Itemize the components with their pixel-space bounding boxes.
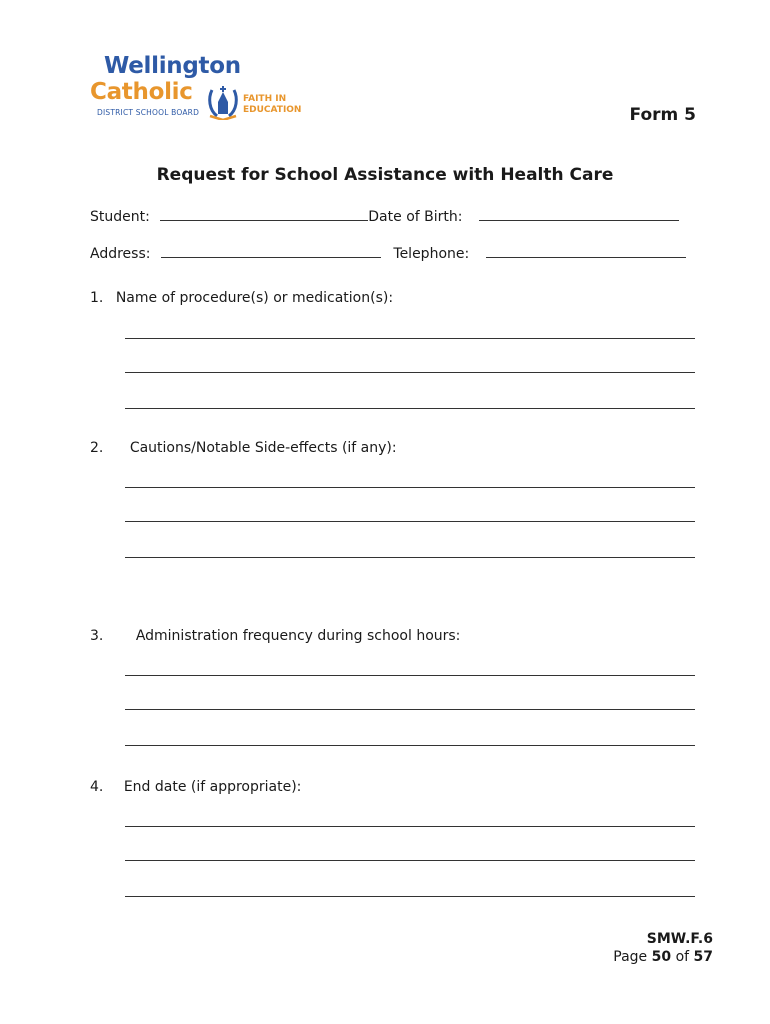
page-indicator	[613, 948, 713, 966]
student-label: Student:	[90, 209, 150, 225]
student-field[interactable]	[160, 206, 368, 221]
answer-line[interactable]	[125, 372, 695, 373]
church-emblem-icon	[206, 84, 240, 120]
question-text: End date (if appropriate):	[123, 779, 302, 795]
question-number: 4.	[90, 779, 104, 795]
answer-line[interactable]	[125, 675, 695, 676]
answer-line[interactable]	[125, 896, 695, 897]
form-number: Form 5	[629, 105, 696, 125]
logo-tagline	[243, 94, 301, 116]
page-word: Page	[613, 949, 648, 965]
form-code: SMW.F.6	[646, 931, 713, 947]
address-row	[90, 243, 686, 262]
question-3	[90, 628, 460, 644]
dob-label: Date of Birth:	[368, 209, 463, 225]
answer-line[interactable]	[125, 860, 695, 861]
telephone-label: Telephone:	[393, 246, 470, 262]
question-number: 1.	[90, 290, 104, 306]
telephone-field[interactable]	[486, 243, 686, 258]
question-text: Cautions/Notable Side-effects (if any):	[129, 440, 397, 456]
page-current: 50	[651, 949, 672, 965]
answer-line[interactable]	[125, 487, 695, 488]
logo-wordmark-line1: Wellington	[104, 53, 241, 79]
dob-field[interactable]	[479, 206, 679, 221]
answer-line[interactable]	[125, 709, 695, 710]
student-row	[90, 206, 679, 225]
page-total: 57	[693, 949, 713, 965]
question-text: Administration frequency during school hours:	[135, 628, 461, 644]
page-footer	[613, 930, 713, 966]
question-2	[90, 440, 397, 456]
logo-subtitle: DISTRICT SCHOOL BOARD	[97, 108, 200, 117]
address-field[interactable]	[161, 243, 381, 258]
question-text: Name of procedure(s) or medication(s):	[115, 290, 394, 306]
page-of: of	[675, 949, 690, 965]
logo-tagline-line1: FAITH IN	[243, 94, 287, 104]
board-logo	[88, 52, 318, 124]
answer-line[interactable]	[125, 408, 695, 409]
answer-line[interactable]	[125, 826, 695, 827]
question-1	[90, 290, 393, 306]
form-title: Request for School Assistance with Health Care	[156, 165, 614, 185]
answer-line[interactable]	[125, 745, 695, 746]
address-label: Address:	[90, 246, 151, 262]
answer-line[interactable]	[125, 557, 695, 558]
question-4	[90, 779, 301, 795]
logo-tagline-line2: EDUCATION	[243, 105, 302, 115]
answer-line[interactable]	[125, 521, 695, 522]
question-number: 2.	[90, 440, 104, 456]
logo-wordmark-line2: Catholic	[90, 79, 193, 105]
answer-line[interactable]	[125, 338, 695, 339]
question-number: 3.	[90, 628, 104, 644]
